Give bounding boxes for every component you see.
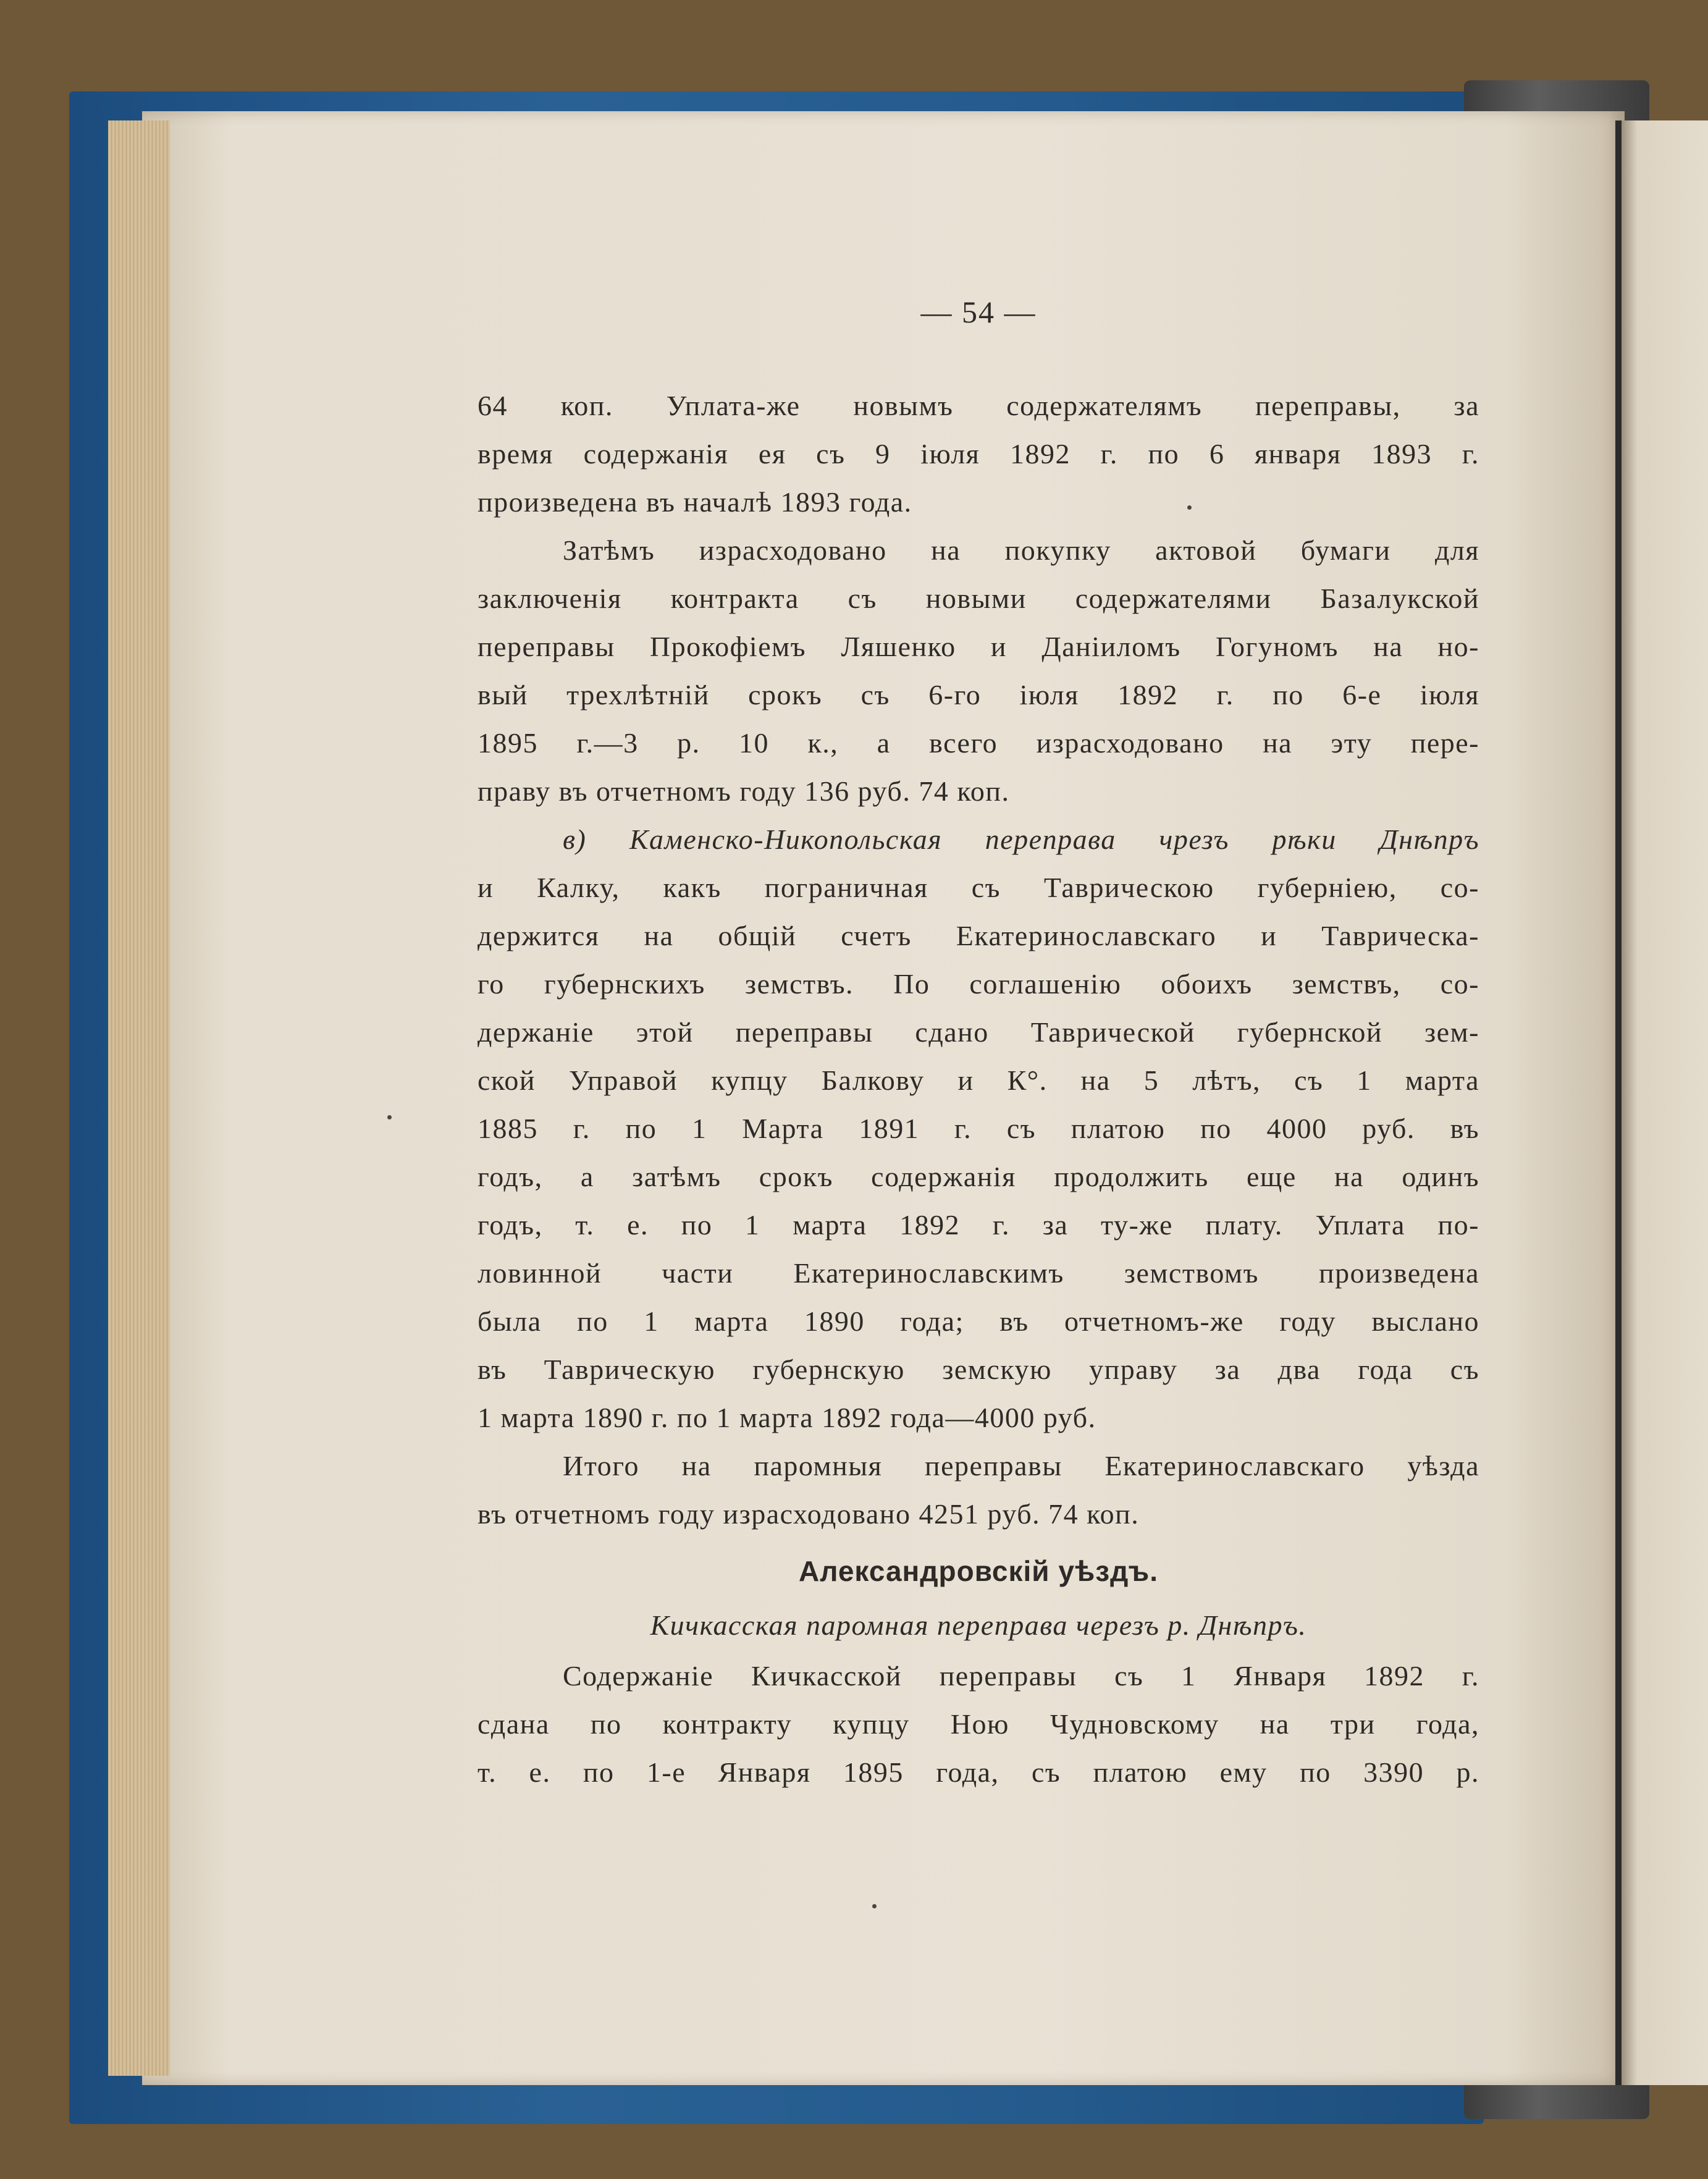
text-line: время содержанія ея съ 9 іюля 1892 г. по 6 января 1893 г. <box>477 438 1479 470</box>
text-line: в) Каменско-Никопольская переправа чрезъ рѣки Днѣпръ <box>563 824 1479 855</box>
text-line: произведена въ началѣ 1893 года. <box>477 486 912 518</box>
text-line: го губернскихъ земствъ. По соглашенію обоихъ земствъ, со- <box>477 968 1479 1000</box>
text-line: 1885 г. по 1 Марта 1891 г. съ платою по 4000 руб. въ <box>477 1113 1479 1144</box>
section-heading: Александровскій уѣздъ. <box>799 1555 1158 1587</box>
text-line: ской Управой купцу Балкову и К°. на 5 лѣтъ, съ 1 марта <box>477 1064 1479 1096</box>
text-line: Содержаніе Кичкасской переправы съ 1 Января 1892 г. <box>563 1660 1479 1692</box>
text-line: была по 1 марта 1890 года; въ отчетномъ-же году выслано <box>477 1305 1479 1337</box>
text-line: и Калку, какъ пограничная съ Таврическою губерніею, со- <box>477 872 1479 903</box>
text-line: годъ, а затѣмъ срокъ содержанія продолжить еще на одинъ <box>477 1161 1479 1192</box>
page-number: — 54 — <box>920 295 1037 329</box>
text-line: ловинной части Екатеринославскимъ земствомъ произведена <box>477 1257 1479 1289</box>
text-line: праву въ отчетномъ году 136 руб. 74 коп. <box>477 775 1010 807</box>
section-subheading: Кичкасская паромная переправа черезъ р. Днѣпръ. <box>650 1609 1307 1641</box>
ink-speck <box>872 1904 877 1908</box>
text-line: т. е. по 1-е Января 1895 года, съ платою ему по 3390 р. <box>477 1756 1479 1788</box>
page-text <box>477 290 1479 1797</box>
text-line: 64 коп. Уплата-же новымъ содержателямъ переправы, за <box>477 390 1479 421</box>
text-line: 1 марта 1890 г. по 1 марта 1892 года—4000 руб. <box>477 1402 1096 1433</box>
text-line: въ отчетномъ году израсходовано 4251 руб. 74 коп. <box>477 1498 1140 1530</box>
text-line: переправы Прокофіемъ Ляшенко и Даніиломъ Гогуномъ на но- <box>477 631 1479 662</box>
ink-speck <box>387 1115 392 1119</box>
text-line: держаніе этой переправы сдано Таврической губернской зем- <box>477 1016 1479 1048</box>
text-line: заключенія контракта съ новыми содержателями Базалукской <box>477 583 1479 614</box>
paragraph-lines <box>477 382 1479 1538</box>
text-line: вый трехлѣтній срокъ съ 6-го іюля 1892 г. по 6-е іюля <box>477 679 1479 710</box>
text-line: годъ, т. е. по 1 марта 1892 г. за ту-же плату. Уплата по- <box>477 1209 1479 1241</box>
paragraph-lines-after <box>477 1652 1479 1797</box>
text-line: Затѣмъ израсходовано на покупку актовой бумаги для <box>563 534 1479 566</box>
page-edges <box>108 120 170 2076</box>
text-line: Итого на паромныя переправы Екатеринославскаго уѣзда <box>563 1450 1479 1481</box>
text-line: въ Таврическую губернскую земскую управу за два года съ <box>477 1354 1479 1385</box>
text-line: 1895 г.—3 р. 10 к., а всего израсходовано на эту пере- <box>477 727 1479 759</box>
next-page-edge <box>1622 120 1708 2085</box>
text-line: держится на общій счетъ Екатеринославскаго и Таврическа- <box>477 920 1479 951</box>
text-line: сдана по контракту купцу Ною Чудновскому на три года, <box>477 1708 1479 1740</box>
